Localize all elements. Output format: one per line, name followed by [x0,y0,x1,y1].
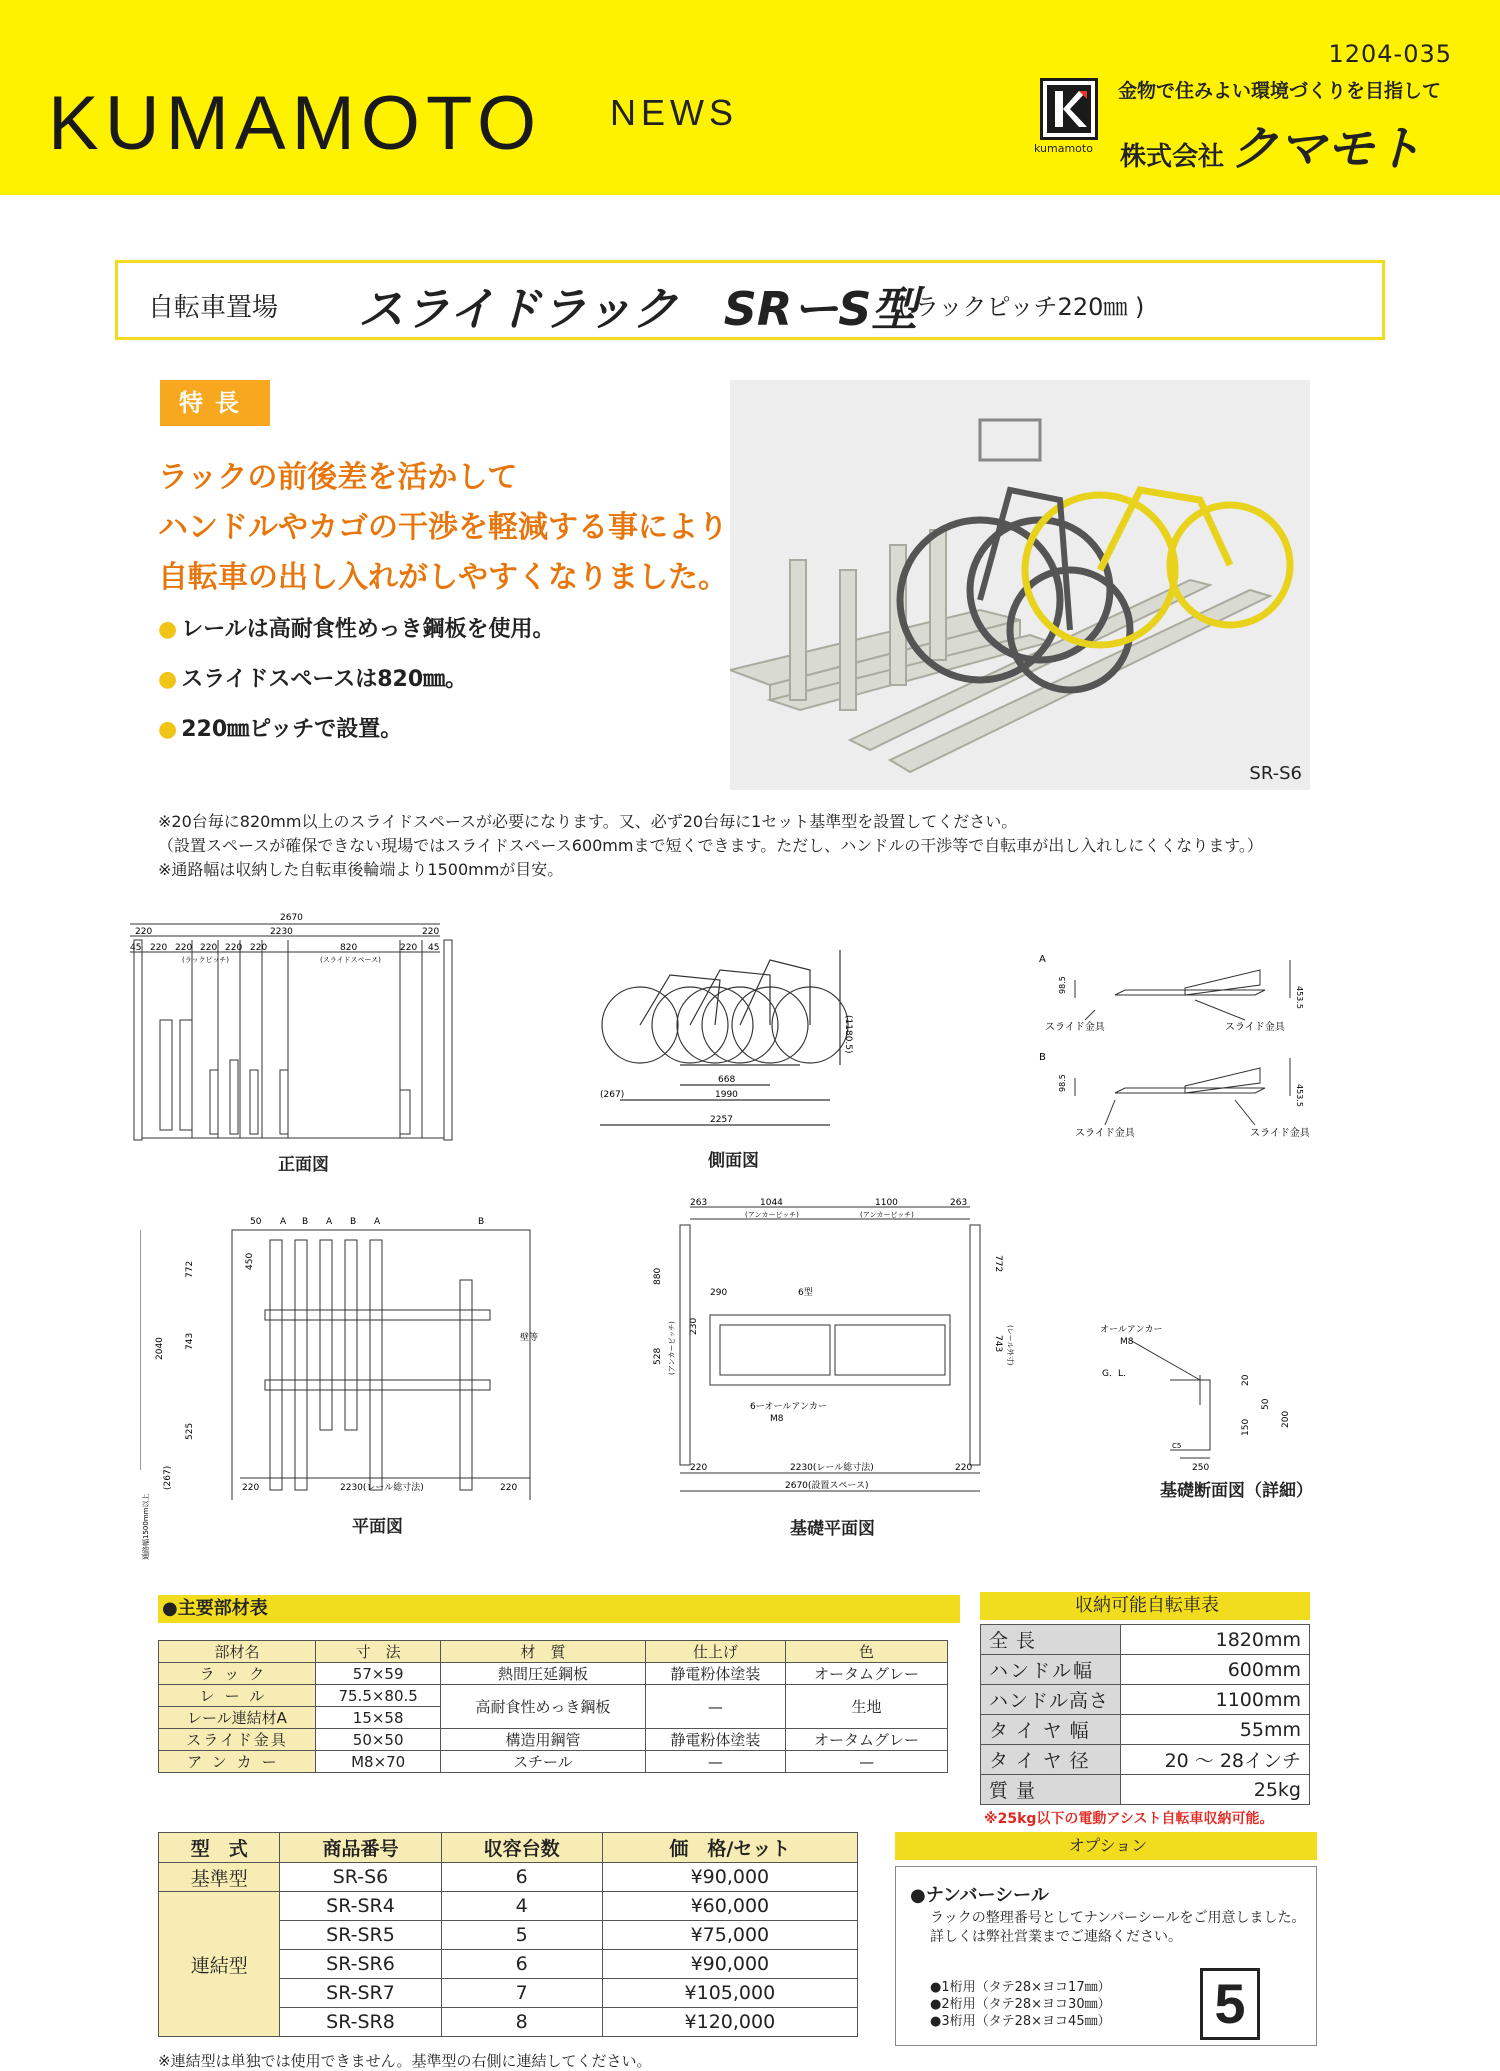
type-linked: 連結型 [159,1892,280,2037]
dim-label: 525 [185,1422,195,1440]
table-cell: アンカー [159,1751,316,1773]
bike-rack-illustration [730,380,1310,790]
table-cell: タイヤ幅 [981,1715,1121,1745]
brand-news: NEWS [610,92,738,133]
dim-label: (アンカーピッチ) [668,1321,676,1375]
plan-mark: B [478,1217,485,1227]
dim-label: 220 [150,943,168,953]
table-cell: — [786,1751,948,1773]
models-table [158,1832,858,2037]
table-header: 型 式 [159,1833,280,1863]
section-anchor-size: M8 [1120,1337,1134,1347]
dim-label: C5 [1172,1442,1182,1450]
table-cell: 1100mm [1121,1685,1310,1715]
dim-label: 290 [710,1288,728,1298]
dim-label: 2257 [710,1115,733,1125]
dim-label: (アンカーピッチ) [860,1211,914,1219]
table-cell: 25kg [1121,1775,1310,1805]
table-row [159,1751,948,1773]
dim-label: 200 [1281,1410,1291,1428]
table-cell: SR-SR7 [280,1979,441,2008]
option-item: ●ナンバーシール [910,1885,1049,1906]
detail-a-left: スライド金具 [1045,1022,1105,1033]
models-note: ※連結型は単独では使用できません。基準型の右側に連結してください。 [158,2052,652,2070]
table-header: 部材名 [159,1641,316,1663]
table-cell: ¥60,000 [602,1892,857,1921]
table-cell: タイヤ径 [981,1745,1121,1775]
table-header: 価 格/セット [602,1833,857,1863]
foundation-plan-drawing [620,1195,1020,1515]
dim-label: 1100 [875,1198,898,1208]
dim-label: 220 [400,943,418,953]
dim-label: 220 [135,927,153,937]
capacity-table-title: 収納可能自転車表 [980,1592,1310,1620]
table-cell: 4 [441,1892,602,1921]
catch-line: ハンドルやカゴの干渉を軽減する事により [158,510,728,545]
foundation-plan-label: 基礎平面図 [790,1519,875,1539]
company-tagline: 金物で住みよい環境づくりを目指して [1118,80,1442,102]
page-number: 5 [1200,1968,1260,2040]
dim-label: 772 [993,1255,1003,1273]
parts-table-title: ●主要部材表 [158,1595,960,1623]
bullet-icon: ● [158,617,178,642]
table-cell: オータムグレー [786,1729,948,1751]
table-cell: ¥90,000 [602,1950,857,1979]
table-cell: ハンドル幅 [981,1655,1121,1685]
table-cell: スライド金具 [159,1729,316,1751]
dim-label: 2230 [270,927,293,937]
capacity-note: ※25kg以下の電動アシスト自転車収納可能。 [984,1811,1274,1827]
foundation-section-label: 基礎断面図（詳細） [1160,1481,1313,1501]
dim-label: 743 [185,1332,195,1350]
wall-label: 壁等 [519,1333,538,1343]
gl-label: G．L． [1102,1369,1132,1379]
table-cell: レール [159,1685,316,1707]
table-cell: 質量 [981,1775,1121,1805]
table-cell: SR-SR5 [280,1921,441,1950]
side-view-drawing [600,935,900,1145]
dim-label: 98.5 [1058,976,1067,994]
dim-label: 通路幅1500mm以上 [142,1493,150,1560]
table-cell: SR-SR6 [280,1950,441,1979]
dim-label: 2670 [280,913,303,923]
table-row [981,1625,1310,1655]
note-line: ※通路幅は収納した自転車後輪端より1500mmが目安。 [158,860,564,879]
table-cell: — [645,1685,786,1729]
table-header: 色 [786,1641,948,1663]
table-cell: ハンドル高さ [981,1685,1121,1715]
table-cell: 静電粉体塗装 [645,1729,786,1751]
catch-line: 自転車の出し入れがしやすくなりました。 [158,560,728,595]
dim-label: 820 [340,943,358,953]
table-cell: ¥75,000 [602,1921,857,1950]
plan-view-drawing [140,1200,540,1560]
dim-label: 6型 [798,1288,813,1298]
foundation-section-drawing [1090,1320,1320,1470]
plan-mark: 50 [250,1217,262,1227]
table-header-row [159,1641,948,1663]
dim-label: 220 [690,1463,708,1473]
options-title: オプション [895,1832,1317,1860]
feature-bullet: ● レールは高耐食性めっき鋼板を使用。 [158,617,555,642]
dim-label: 453.5 [1295,1084,1304,1107]
plan-mark: A [374,1217,381,1227]
table-header: 商品番号 [280,1833,441,1863]
dim-label: 263 [690,1198,708,1208]
dim-label: (スライドスペース) [320,956,381,964]
table-cell: 600mm [1121,1655,1310,1685]
bullet-icon: ● [158,717,178,742]
detail-b-tag: B [1039,1052,1046,1063]
front-view-drawing [130,910,460,1150]
table-row [159,1663,948,1685]
dim-label: 668 [718,1075,736,1085]
table-cell: ラック [159,1663,316,1685]
table-cell: 55mm [1121,1715,1310,1745]
dim-label: 450 [245,1252,255,1270]
company-name [1120,110,1422,179]
dim-label: 45 [130,943,142,953]
dim-label: 220 [175,943,193,953]
plan-view-label: 平面図 [352,1517,403,1537]
table-cell: 構造用鋼管 [441,1729,645,1751]
catch-line: ラックの前後差を活かして [158,460,518,495]
table-header: 材 質 [441,1641,645,1663]
dim-label: (アンカーピッチ) [745,1211,799,1219]
anchor-label: 6ーオールアンカー [750,1402,828,1412]
table-cell: 全長 [981,1625,1121,1655]
table-row [159,1863,858,1892]
table-cell: レール連結材A [159,1707,316,1729]
company-logo [1040,78,1098,140]
table-row [981,1655,1310,1685]
table-cell: 20 ～ 28インチ [1121,1745,1310,1775]
logo-subtext: kumamoto [1034,142,1093,155]
slide-fitting-detail-drawing [1035,950,1325,1150]
dim-label: 1990 [715,1090,738,1100]
table-cell: M8×70 [315,1751,440,1773]
table-cell: 熱間圧延鋼板 [441,1663,645,1685]
dim-label: (1180.5) [843,1015,853,1054]
dim-label: 220 [242,1483,260,1493]
table-cell: 6 [441,1950,602,1979]
logo-k-icon [1043,81,1095,137]
table-row [159,1685,948,1707]
brand-title: KUMAMOTO [48,81,543,166]
title-category: 自転車置場 [148,293,279,323]
table-cell: 7 [441,1979,602,2008]
dim-label: 20 [1241,1374,1251,1386]
dim-label: 2230(レール総寸法) [790,1463,874,1473]
table-cell: 5 [441,1921,602,1950]
photo-caption: SR-S6 [1249,763,1302,784]
detail-a-tag: A [1039,954,1046,965]
table-cell: SR-S6 [280,1863,441,1892]
company-name-big: クマモト [1230,121,1423,177]
company-prefix: 株式会社 [1120,142,1225,172]
dim-label: 45 [428,943,440,953]
dim-label: 1044 [760,1198,783,1208]
dim-label: 220 [500,1483,518,1493]
dim-label: 250 [1192,1463,1210,1470]
table-cell: 75.5×80.5 [315,1685,440,1707]
type-base: 基準型 [159,1863,280,1892]
table-cell: 50×50 [315,1729,440,1751]
features-tag: 特長 [160,380,270,426]
dim-label: 150 [1241,1418,1251,1436]
dim-label: 528 [653,1347,663,1365]
table-header: 寸 法 [315,1641,440,1663]
front-view-label: 正面図 [278,1155,329,1175]
table-cell: 57×59 [315,1663,440,1685]
table-cell: 静電粉体塗装 [645,1663,786,1685]
dim-label: 50 [1261,1398,1271,1410]
table-row [981,1715,1310,1745]
dim-label: 220 [955,1463,973,1473]
side-view-label: 側面図 [708,1151,759,1171]
plan-mark: A [326,1217,333,1227]
table-cell: ¥105,000 [602,1979,857,2008]
dim-label: (267) [600,1090,625,1100]
table-header-row [159,1833,858,1863]
table-row [159,1892,858,1921]
document-id: 1204-035 [1328,40,1452,68]
detail-b-left: スライド金具 [1075,1128,1135,1139]
table-row [981,1685,1310,1715]
table-cell: 15×58 [315,1707,440,1729]
dim-label: (レール外寸) [1006,1325,1014,1366]
notes-block [158,810,1263,882]
header-band [0,0,1500,195]
list-item: ●3桁用（タテ28×ヨコ45㎜） [930,2014,1111,2029]
title-subtitle: ( ラックピッチ220㎜ ) [898,293,1145,321]
table-row [981,1775,1310,1805]
feature-bullet: ● スライドスペースは820㎜。 [158,667,468,692]
table-row [159,1729,948,1751]
table-cell: ¥120,000 [602,2008,857,2037]
table-cell: 6 [441,1863,602,1892]
dim-label: 230 [689,1317,699,1335]
bullet-icon: ● [158,667,178,692]
table-header: 収容台数 [441,1833,602,1863]
plan-mark: A [280,1217,287,1227]
dim-label: 772 [185,1260,195,1278]
table-row [981,1745,1310,1775]
dim-label: 263 [950,1198,968,1208]
table-cell: スチール [441,1751,645,1773]
dim-label: 220 [225,943,243,953]
dim-label: (267) [163,1465,173,1490]
dim-label: 2040 [155,1337,165,1360]
dim-label: (ラックピッチ) [182,956,230,964]
table-cell: 8 [441,2008,602,2037]
parts-table [158,1640,948,1773]
product-title: スライドラック SRーS型 [358,282,918,336]
capacity-table [980,1624,1310,1805]
dim-label: 2670(設置スペース) [785,1481,869,1491]
feature-bullet: ● 220㎜ピッチで設置。 [158,717,403,742]
dim-label: 98.5 [1058,1074,1067,1092]
note-line: ※20台毎に820mm以上のスライドスペースが必要になります。又、必ず20台毎に1セット基準型を設置してください。 [158,812,1018,831]
option-description: ラックの整理番号としてナンバーシールをご用意しました。 詳しくは弊社営業までご連絡ください。 [930,1910,1306,1945]
option-size-list [930,1979,1111,2030]
detail-b-right: スライド金具 [1250,1128,1310,1139]
plan-mark: B [302,1217,309,1227]
dim-label: 220 [422,927,440,937]
table-cell: SR-SR4 [280,1892,441,1921]
dim-label: 220 [250,943,268,953]
table-cell: — [645,1751,786,1773]
note-line: （設置スペースが確保できない現場ではスライドスペース600mmまで短くできます。ただし、ハンドルの干渉等で自転車が出し入れしにくくなります。） [158,836,1263,855]
table-header: 仕上げ [645,1641,786,1663]
product-title-box [115,260,1385,340]
list-item: ●2桁用（タテ28×ヨコ30㎜） [930,1997,1111,2012]
table-cell: 生地 [786,1685,948,1729]
dim-label: 880 [653,1267,663,1285]
detail-a-right: スライド金具 [1225,1022,1285,1033]
table-cell: SR-SR8 [280,2008,441,2037]
dim-label: 2230(レール総寸法) [340,1483,424,1493]
section-anchor: オールアンカー [1100,1325,1163,1335]
anchor-size: M8 [770,1414,784,1424]
dim-label: 743 [993,1335,1003,1353]
table-cell: オータムグレー [786,1663,948,1685]
list-item: ●1桁用（タテ28×ヨコ17㎜） [930,1980,1111,1995]
plan-mark: B [350,1217,357,1227]
table-cell: ¥90,000 [602,1863,857,1892]
dim-label: 220 [200,943,218,953]
dim-label: 453.5 [1295,986,1304,1009]
table-cell: 高耐食性めっき鋼板 [441,1685,645,1729]
table-cell: 1820mm [1121,1625,1310,1655]
product-photo [730,380,1310,790]
